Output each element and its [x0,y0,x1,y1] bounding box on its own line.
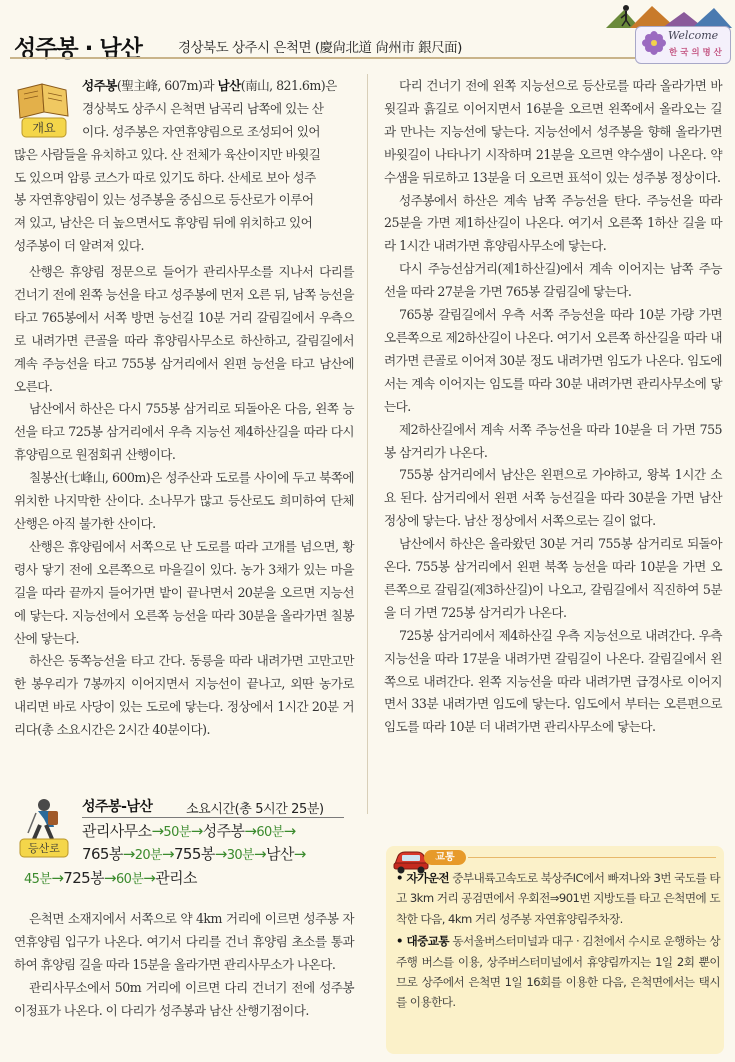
intro-line: 이다. 성주봉은 자연휴양림으로 조성되어 있어 [82,123,320,139]
lower-left-body [14,908,354,1023]
public-transport-label: • 대중교통 [396,934,450,949]
self-drive-text: 중부내륙고속도로 북상주IC에서 빠져나와 3번 국도를 타고 3km 거리 공검면에서 우회전⇒901번 지방도를 타고 은척면에 도착한 다음, 4km 거리 성주봉 자연휴양림주차장. [396,871,720,926]
intro-line: 도 있으며 암릉 코스가 따로 있기도 하다. 산세로 보아 성주 [14,169,316,185]
intro-line: 많은 사람들을 유치하고 있다. 산 전체가 육산이지만 바윗길 [14,146,321,162]
page-title: 성주봉 · 남산 [14,36,142,62]
route-icon-label: 등산로 [28,842,60,855]
route-total-time: 소요시간(총 5시간 25분) [186,802,324,817]
paragraph: 성주봉에서 하산은 계속 남쪽 주능선을 탄다. 주능선을 따라 25분을 가면 제1하산길이 나온다. 여기서 오른쪽 1하산 길을 따라 1시간 내려가면 휴양림사무소에 닿는다. [384,192,722,254]
paragraph: 산행은 휴양림에서 서쪽으로 난 도로를 따라 고개를 넘으면, 황령사 닿기 전에 오른쪽으로 마을길이 있다. 농가 3채가 있는 마을길을 따라 끝까지 들어가면 밭이 끝나면서 20분을 오르면 지능선에 닿는다. 지능선에서 오른쪽 능선을 따라 30분을 올라가면 칠봉산에 닿는다. [14,538,354,646]
paragraph: 산행은 휴양림 정문으로 들어가 관리사무소를 지나서 다리를 건너기 전에 왼쪽 능선을 타고 성주봉에 먼저 오른 뒤, 남쪽 능선을 타고 765봉에서 서쪽 방면 능선길 10분 거리 갈림길에서 우측으로 내려가면 큰골을 따라 휴양림사무소로 하산하고, 갈림길에서 계속 주능선을 타고 755봉 삼거리에서 왼편 능선을 타고 남산에 오른다. [14,264,354,394]
welcome-text: Welcome [668,29,719,42]
badge-korean-text: 한 국 의 명 산 [669,48,722,58]
right-body [384,75,722,739]
header-divider [10,57,635,59]
intro-line: 성주봉이 더 알려져 있다. [14,238,144,254]
welcome-badge [635,26,731,64]
route-heading: 성주봉-남산 [82,799,153,815]
overview-icon-label: 개요 [32,121,56,135]
transport-tab: 교통 [424,850,466,865]
transport-tab-line [468,857,716,858]
flower-icon [641,30,667,58]
mountains-decoration-icon [606,2,732,28]
route-line-3: 45분→725봉→60분→관리소 [24,869,197,887]
self-drive-entry [396,868,720,929]
intro-line: 봉 자연휴양림이 있는 성주봉을 중심으로 등산로가 이루어 [14,192,314,208]
route-underline [82,817,344,818]
paragraph: 하산은 동쪽능선을 타고 간다. 동릉을 따라 내려가면 고만고만한 봉우리가 7봉까지 이어지면서 지능선이 끝나고, 외딴 농가로 내리면 바로 사당이 있는 도로에 닿는다. 정상에서 1시간 20분 거리다(총 소요시간은 2시간 40분이다). [14,653,354,738]
hiker-route-icon [14,797,74,859]
paragraph: 다시 주능선삼거리(제1하산길)에서 계속 이어지는 남쪽 주능선을 따라 27분을 가면 765봉 갈림길에 닿는다. [384,261,722,300]
paragraph: 제2하산길에서 계속 서쪽 주능선을 따라 10분을 더 가면 755봉 삼거리가 나온다. [384,421,722,460]
paragraph: 칠봉산(七峰山, 600m)은 성주산과 도로를 사이에 두고 북쪽에 위치한 나지막한 산이다. 소나무가 많고 등산로도 희미하여 단체산행은 아직 불가한 산이다. [14,470,354,531]
location-subtitle: 경상북도 상주시 은척면 (慶尙北道 尙州市 銀尺面) [178,40,462,56]
column-divider [367,74,368,814]
paragraph: 725봉 삼거리에서 제4하산길 우측 지능선으로 내려간다. 우측 지능선을 따라 17분을 내려가면 갈림길이 나온다. 갈림길에서 왼쪽으로 내려간다. 왼쪽 지능선을 따라 내려가면 급경사로 이어지면서 33분 내려가면 임도에 닿는다. 임도에서 부터는 오른편으로 임도를 따라 10분 더 내려가면 관리사무소에 닿는다. [384,627,722,735]
intro-section [14,75,354,258]
paragraph: 다리 건너기 전에 왼쪽 지능선으로 등산로를 따라 올라가면 바윗길과 흙길로 이어지면서 16분을 오르면 왼쪽에서 올라오는 길과 만나는 지능선에 닿는다. 지능선에서 성주봉을 향해 올라가면 바윗길이 나타나기 시작하며 21분을 오르면 약수샘이 나온다. 약수샘을 뒤로하고 13분을 더 오르면 표석이 있는 성주봉 정상이다. [384,78,722,185]
transport-text [396,868,720,1013]
intro-line: 져 있고, 남산은 더 높으면서도 휴양림 뒤에 위치하고 있어 [14,215,313,231]
paragraph: 남산에서 하산은 다시 755봉 삼거리로 되돌아온 다음, 왼쪽 능선을 타고 725봉 삼거리에서 우측 지능선 제4하산길을 따라 다시 휴양림으로 원점회귀 산행이다. [14,401,354,463]
self-drive-label: • 자가운전 [396,871,450,885]
paragraph: 은척면 소재지에서 서쪽으로 약 4km 거리에 이르면 성주봉 자연휴양림 입구가 나온다. 여기서 다리를 건너 휴양림 초소를 통과하여 휴양림 길을 따라 15분을 올라가면 관리사무소가 나온다. [14,911,354,972]
page-header [0,0,735,64]
route-line-1: 관리사무소→50분→성주봉→60분→ [82,822,296,840]
intro-line: 성주봉(聖主峰, 607m)과 남산(南山, 821.6m)은 [82,78,337,93]
left-body [14,261,354,742]
intro-line: 경상북도 상주시 은척면 남곡리 남쪽에 있는 산 [82,100,324,116]
paragraph: 755봉 삼거리에서 남산은 왼편으로 가야하고, 왕복 1시간 소요 된다. 삼거리에서 왼편 서쪽 능선길을 따라 30분을 가면 남산 정상에 닿는다. 남산 정상에서 서쪽으로는 길이 없다. [384,467,722,529]
route-line-2: 765봉→20분→755봉→30분→남산→ [82,845,306,863]
public-transport-entry [396,931,720,1013]
paragraph: 남산에서 하산은 올라왔던 30분 거리 755봉 삼거리로 되돌아온다. 755봉 삼거리에서 왼편 북쪽 능선을 따라 10분을 가면 오른쪽으로 갈림길(제3하산길)이 나오고, 갈림길에서 직진하여 5분을 더 가면 725봉 삼거리가 나온다. [384,536,722,620]
public-transport-text: 동서울버스터미널과 대구 · 김천에서 수시로 운행하는 상주행 버스를 이용, 상주버스터미널에서 휴양림까지는 1일 2회 뿐이므로 상주에서 은척면 1일 16회를 이용한 다음, 은척면에서는 택시를 이용한다. [396,934,720,1010]
paragraph: 관리사무소에서 50m 거리에 이르면 다리 건너기 전에 성주봉 이정표가 나온다. 이 다리가 성주봉과 남산 산행기점이다. [14,979,354,1018]
paragraph: 765봉 갈림길에서 우측 서쪽 주능선을 따라 10분 가량 가면 오른쪽으로 제2하산길이 나온다. 여기서 오른쪽 하산길을 따라 내려가면 큰골로 이어져 30분 정도 내려가면 임도가 나온다. 임도에서는 계속 이어지는 임도를 따라 30분 내려가면 관리사무소에 닿는다. [384,307,722,414]
